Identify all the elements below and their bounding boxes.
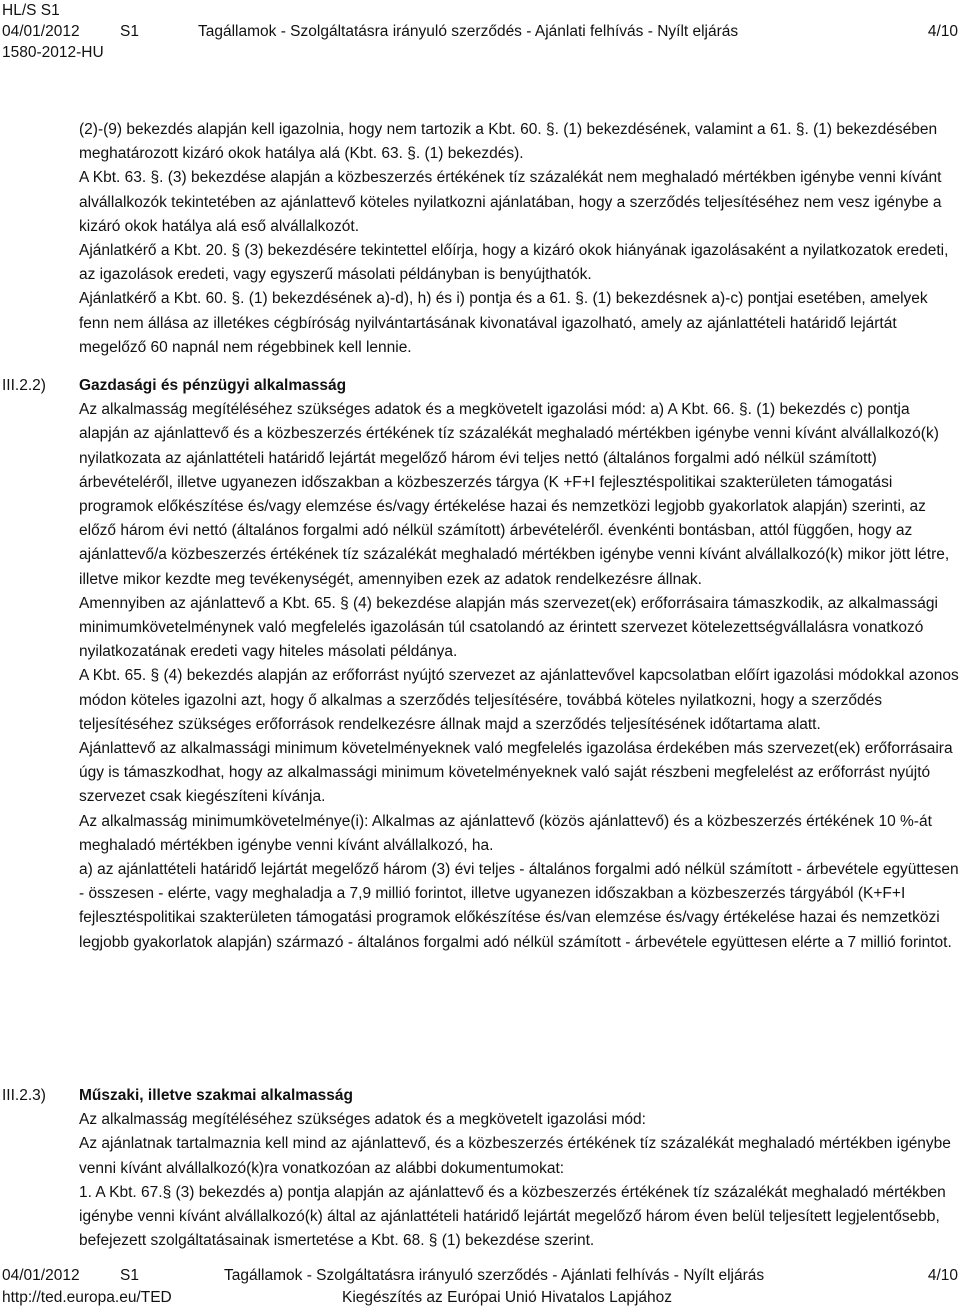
header-doc-code: HL/S S1 — [2, 2, 60, 19]
footer-date: 04/01/2012 — [2, 1267, 80, 1284]
section-technical — [79, 1084, 959, 1253]
header-notice-id: 1580-2012-HU — [2, 44, 104, 61]
footer-url-link[interactable]: http://ted.europa.eu/TED — [2, 1289, 172, 1306]
footer-bottom-row — [2, 1287, 958, 1309]
section-paragraph: Az alkalmasság minimumkövetelménye(i): Alkalmas az ajánlattevő (közös ajánlattevő) és a közbeszerzés értékének 10 %-át meghaladó mértékben igénybe venni kívánt alvállalkozó, ha. — [79, 812, 932, 854]
section-economic — [79, 374, 959, 955]
section-paragraph: a) az ajánlattételi határidő lejártát megelőző három (3) évi teljes - általános forgalmi adó nélkül számított - árbevétele együttesen - összesen - elérte, vagy meghaladja a 7,9 millió forintot, illetve ugyanezen időszakban a közbeszerzés tárgyából (K+F+I fejlesztéspolitikai szakterületen támogatási programok előkészítése és/van elemzése és/vagy értékelése hazai és nemzetközi legjobb gyakorlatok alapján) származó - általános forgalmi adó nélkül számított - árbevétele együttesen elérte a 7 millió forintot. — [79, 861, 959, 951]
page-header — [2, 0, 958, 63]
section-number-technical: III.2.3) — [2, 1087, 46, 1104]
section-paragraph: A Kbt. 65. § (4) bekezdés alapján az erőforrást nyújtó szervezet az ajánlattevővel kapcsolatban előírt igazolási módokkal azonos módon köteles igazolni azt, hogy ő alkalmas a szerződés teljesítésére, továbbá köteles nyilatkozni, hogy a szerződés teljesítéséhez szükséges erőforrások rendelkezésre állnak majd a szerződés teljesítésének időtartama alatt. — [79, 667, 959, 733]
section-paragraph: Az ajánlatnak tartalmaznia kell mind az ajánlattevő, és a közbeszerzés értékének tíz százalékát meghaladó mértékben igénybe venni kívánt alvállalkozó(k)ra vonatkozóan az alábbi dokumentumokat: — [79, 1135, 951, 1177]
footer-page-number: 4/10 — [927, 1267, 958, 1284]
footer-title: Tagállamok - Szolgáltatásra irányuló szerződés - Ajánlati felhívás - Nyílt eljárás — [224, 1267, 765, 1284]
header-series: S1 — [120, 23, 139, 40]
intro-paragraph: Ajánlatkérő a Kbt. 60. §. (1) bekezdésének a)-d), h) és i) pontja és a 61. §. (1) bekezdésnek a)-c) pontjai esetében, amelyek fenn nem állása az illetékes cégbíróság nyilvántartásának kivonatával igazolható, amely az ajánlattételi határidő lejártát megelőző 60 napnál nem régebbinek kell lennie. — [79, 290, 928, 356]
header-date: 04/01/2012 — [2, 23, 80, 40]
section-paragraph: 1. A Kbt. 67.§ (3) bekezdés a) pontja alapján az ajánlattevő és a közbeszerzés értékének tíz százalékát meghaladó mértékben igénybe venni kívánt alvállalkozó(k) által az ajánlattételi határidő lejártát megelőző három éven belül teljesített legjelentősebb, befejezett szolgáltatásainak ismertetése a Kbt. 68. § (1) bekezdése szerint. — [79, 1183, 946, 1250]
page-footer — [2, 1265, 958, 1309]
intro-paragraph: Ajánlatkérő a Kbt. 20. § (3) bekezdésére tekintettel előírja, hogy a kizáró okok hiányának igazolásaként a nyilatkozatok eredeti, az igazolások eredeti, vagy egyszerű másolati példányban is benyújthatók. — [79, 242, 949, 284]
header-page-number: 4/10 — [927, 23, 958, 40]
section-paragraph: Az alkalmasság megítéléséhez szükséges adatok és a megkövetelt igazolási mód: — [79, 1111, 646, 1129]
section-title-technical: Műszaki, illetve szakmai alkalmasság — [79, 1087, 353, 1104]
header-title: Tagállamok - Szolgáltatásra irányuló szerződés - Ajánlati felhívás - Nyílt eljárás — [198, 23, 739, 40]
section-number-economic: III.2.2) — [2, 377, 46, 394]
intro-block — [79, 118, 959, 360]
header-main-row — [2, 21, 958, 42]
section-paragraph: Ajánlattevő az alkalmassági minimum követelményeknek való megfelelés igazolása érdekében más szervezet(ek) erőforrásaira úgy is támaszkodhat, hogy az alkalmassági minimum követelményeknek való saját részbeni megfelelést az erőforrást nyújtó szervezet csak kiegészíteni kívánja. — [79, 740, 953, 806]
section-paragraph: Az alkalmasság megítéléséhez szükséges adatok és a megkövetelt igazolási mód: a) A Kbt. 66. §. (1) bekezdés c) pontja alapján az ajánlattevő és a közbeszerzés értékének tíz százalékát meghaladó mértékben igénybe venni kívánt alvállalkozó(k) nyilatkozata az ajánlattételi határidő lejártát megelőző három évi teljes nettó (általános forgalmi adó nélkül számított) árbevételéről, illetve ugyanezen időszakban a közbeszerzés tárgya (K +F+I fejlesztéspolitikai szakterületen támogatási programok előkészítése és/vagy elemzése és/vagy értékelése hazai és nemzetközi legjobb gyakorlatok alapján) szerinti, az előző három évi nettó (általános forgalmi adó nélkül számított) árbevételéről. évenkénti bontásban, attól függően, hogy az ajánlattevő/a közbeszerzés értékének tíz százalékát meghaladó mértékben igénybe venni kívánt alvállalkozó(k) mikor jött létre, illetve mikor kezdte meg tevékenységét, amennyiben ezek az adatok rendelkezésre állnak. — [79, 401, 950, 588]
header-doc-code-row — [2, 0, 958, 21]
header-notice-row — [2, 42, 958, 63]
footer-main-row — [2, 1265, 958, 1287]
footer-series: S1 — [120, 1267, 139, 1284]
section-paragraph: Amennyiben az ajánlattevő a Kbt. 65. § (4) bekezdése alapján más szervezet(ek) erőforrásaira támaszkodik, az alkalmassági minimumkövetelménynek való megfelelés igazolásán túl csatolandó az érintett szervezet kötelezettségvállalásra vonatkozó nyilatkozatának eredeti vagy hiteles másolati példánya. — [79, 594, 938, 661]
intro-paragraph: A Kbt. 63. §. (3) bekezdése alapján a közbeszerzés értékének tíz százalékát nem meghaladó mértékben igénybe venni kívánt alvállalkozók tekintetében az ajánlattevő köteles nyilatkozni ajánlatában, hogy a szerződés teljesítéséhez nem vesz igénybe a kizáró okok hatálya alá eső alvállalkozót. — [79, 169, 942, 235]
footer-publication: Kiegészítés az Európai Unió Hivatalos Lapjához — [342, 1289, 672, 1306]
section-title-economic: Gazdasági és pénzügyi alkalmasság — [79, 377, 347, 394]
intro-paragraph: (2)-(9) bekezdés alapján kell igazolnia, hogy nem tartozik a Kbt. 60. §. (1) bekezdésének, valamint a 61. §. (1) bekezdésében meghatározott kizáró okok hatálya alá (Kbt. 63. §. (1) bekezdés). — [79, 121, 938, 163]
